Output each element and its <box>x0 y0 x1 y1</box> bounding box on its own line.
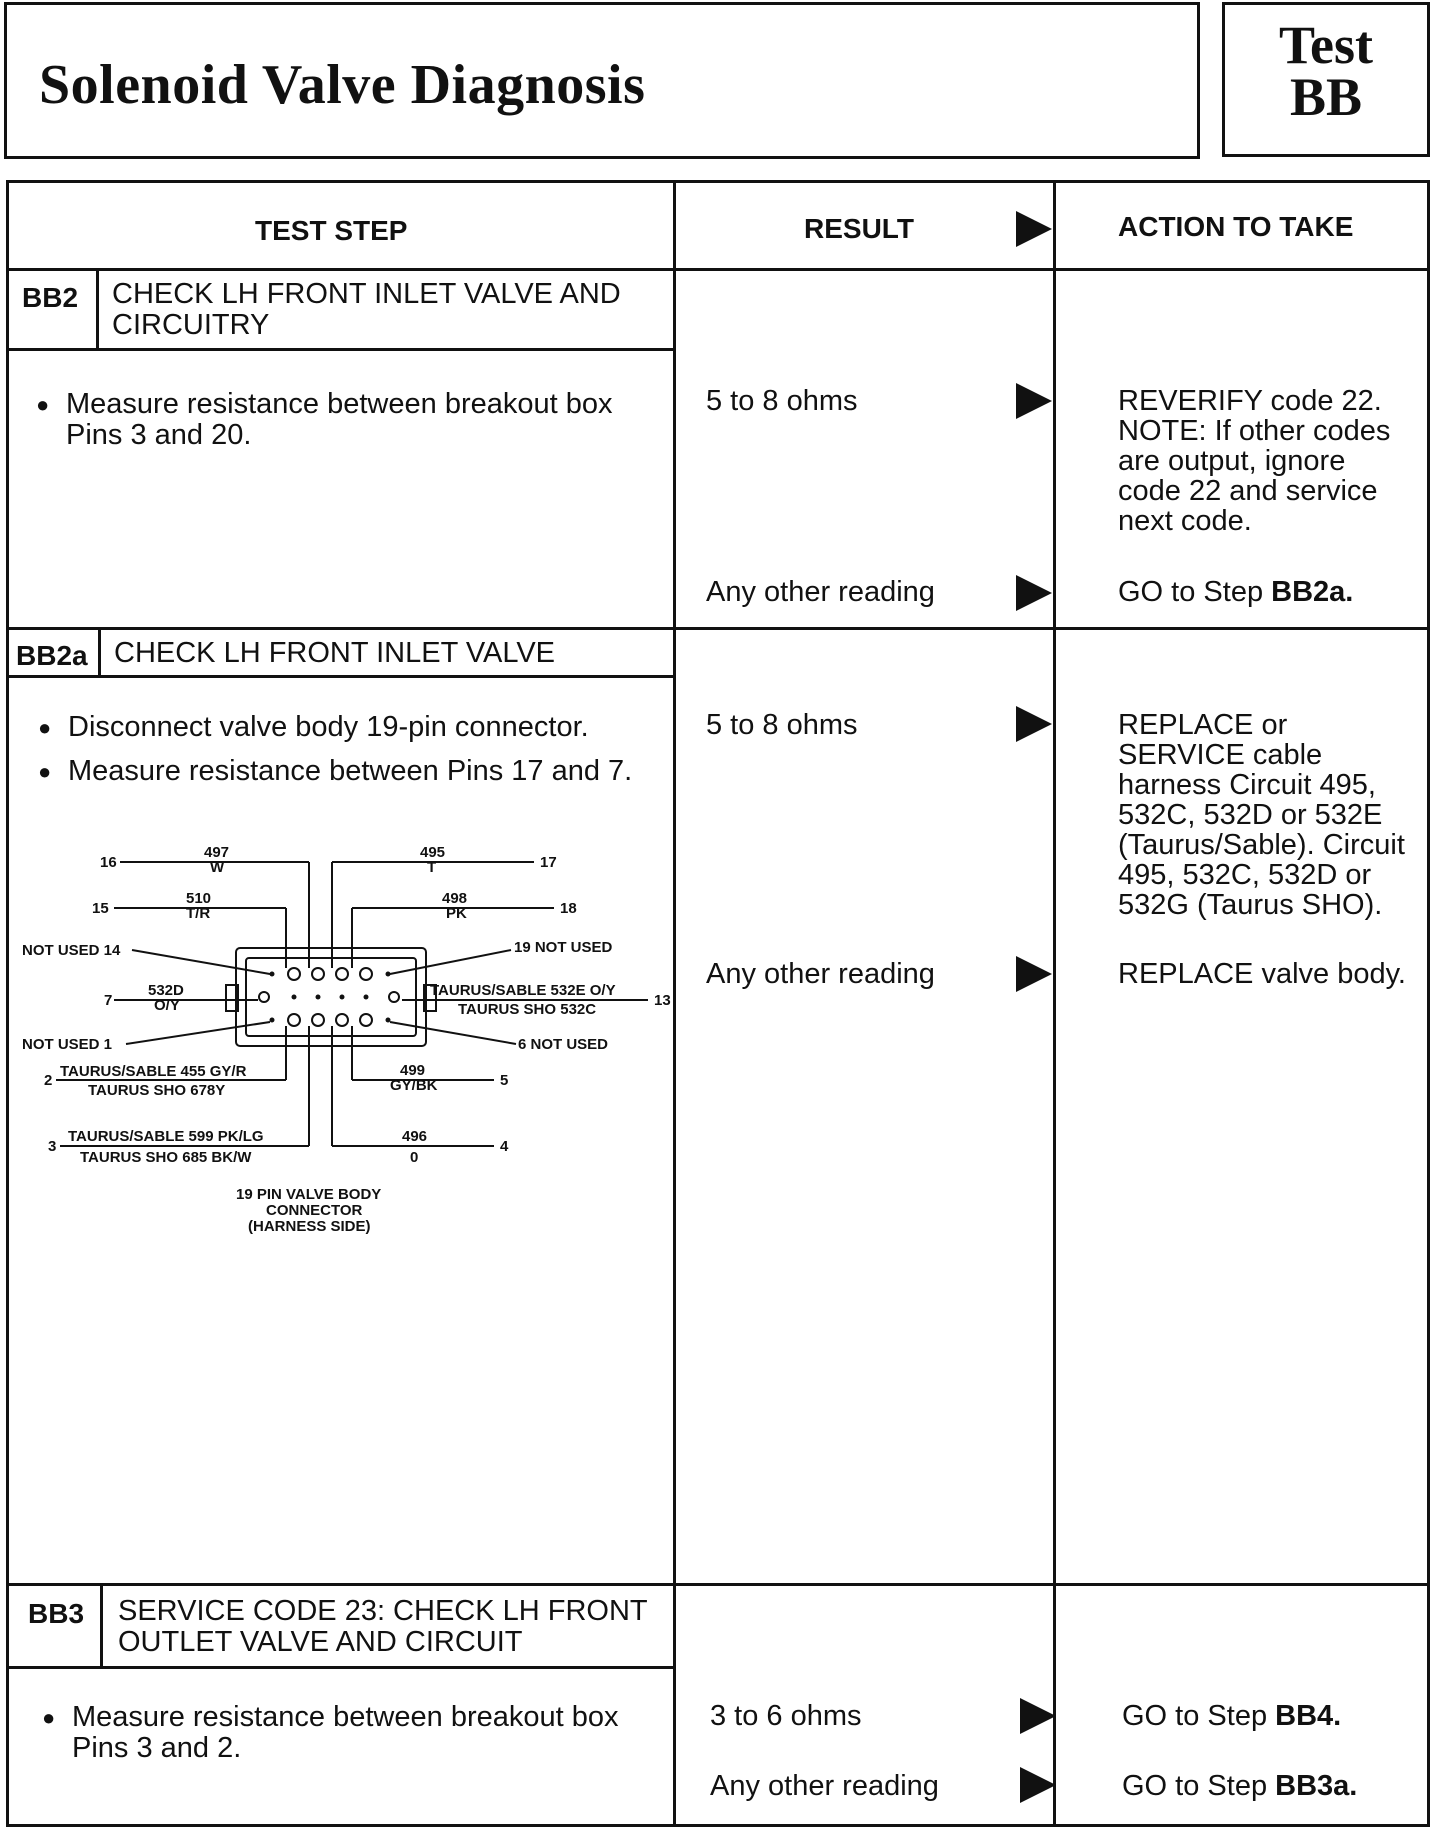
step-id-bb3: BB3 <box>28 1598 85 1629</box>
result-bb3-1: 3 to 6 ohms <box>710 1700 862 1732</box>
step-title-underline <box>6 1666 676 1669</box>
color-label: T/R <box>186 905 211 922</box>
header-divider <box>6 268 1430 271</box>
pin <box>336 968 348 980</box>
result-bb2a-1: 5 to 8 ohms <box>706 709 858 741</box>
pin <box>270 1018 275 1023</box>
circuit-label: 498 <box>442 890 468 907</box>
step-link: BB4. <box>1275 1700 1342 1732</box>
pin-label: 13 <box>654 992 671 1009</box>
pin <box>259 992 269 1002</box>
action-line: harness Circuit 495, <box>1118 769 1376 801</box>
pin-label: 5 <box>500 1072 509 1089</box>
action-line: (Taurus/Sable). Circuit <box>1118 829 1405 861</box>
pin-label: 18 <box>560 900 577 917</box>
circuit-label: 496 <box>402 1128 428 1145</box>
action-text: GO to Step <box>1122 1700 1276 1732</box>
circuit-label: 495 <box>420 844 446 861</box>
wire <box>390 950 511 974</box>
diagram-caption: (HARNESS SIDE) <box>248 1218 371 1235</box>
connector-diagram <box>14 840 674 1250</box>
arrow-icon <box>1016 575 1052 611</box>
arrow-icon <box>1016 706 1052 742</box>
result-bb3-2: Any other reading <box>710 1770 939 1802</box>
pin-label: 19 NOT USED <box>514 939 613 956</box>
step-id-divider <box>100 1583 103 1668</box>
action-bb2a-2: REPLACE valve body. <box>1118 958 1406 990</box>
circuit-label: 497 <box>204 844 230 861</box>
color-label: GY/BK <box>390 1077 438 1094</box>
step-title-underline <box>6 675 676 678</box>
action-line: 495, 532C, 532D or <box>1118 859 1372 891</box>
test-id-box <box>1222 2 1430 157</box>
row-divider-bb2 <box>6 627 1430 630</box>
pin <box>288 968 300 980</box>
test-label: Test <box>1278 15 1374 75</box>
pin <box>360 1014 372 1026</box>
header-result: RESULT <box>804 213 914 244</box>
step-id-bb2a: BB2a <box>16 640 88 671</box>
pin <box>288 1014 300 1026</box>
action-text: GO to Step <box>1122 1770 1276 1802</box>
instruction-bb2a-1: ● Disconnect valve body 19-pin connector. <box>68 712 589 743</box>
pin-label: NOT USED 1 <box>22 1036 113 1053</box>
pin <box>389 992 399 1002</box>
pin-label: 3 <box>48 1138 57 1155</box>
color-label: W <box>210 859 225 876</box>
pin <box>270 972 275 977</box>
pin <box>316 995 321 1000</box>
color-label: T <box>427 859 437 876</box>
pin <box>292 995 297 1000</box>
instruction-bb2-1: ● Measure resistance between breakout box Pins 3 and 20. <box>66 389 646 451</box>
title-box <box>4 2 1200 159</box>
circuit-label: 510 <box>186 890 212 907</box>
action-bb2-2 <box>1118 577 1353 607</box>
action-line: SERVICE cable <box>1118 739 1323 771</box>
step-id-divider <box>96 268 99 350</box>
pin-label: 16 <box>100 854 117 871</box>
circuit-label: TAURUS/SABLE 455 GY/R <box>60 1063 247 1080</box>
step-id-divider <box>98 627 101 677</box>
pin <box>312 1014 324 1026</box>
action-bb2-1 <box>1118 386 1390 536</box>
circuit-label: TAURUS/SABLE 532E O/Y <box>430 982 616 999</box>
arrow-icon <box>1020 1767 1056 1803</box>
step-title-bb2a: CHECK LH FRONT INLET VALVE <box>114 637 556 669</box>
action-bb3-2 <box>1122 1771 1357 1801</box>
step-id-bb2: BB2 <box>22 282 79 313</box>
action-line: are output, ignore <box>1118 445 1346 477</box>
arrow-icon <box>1016 956 1052 992</box>
pin-label: 6 NOT USED <box>518 1036 609 1053</box>
color-label: 0 <box>410 1149 419 1166</box>
result-bb2-1: 5 to 8 ohms <box>706 385 858 417</box>
step-title-bb2: CHECK LH FRONT INLET VALVE AND CIRCUITRY <box>112 278 621 341</box>
action-bb3-1 <box>1122 1701 1341 1731</box>
pin-label: 2 <box>44 1072 53 1089</box>
circuit-label: TAURUS SHO 678Y <box>88 1082 226 1099</box>
header-action: ACTION TO TAKE <box>1118 211 1354 242</box>
circuit-label: TAURUS/SABLE 599 PK/LG <box>68 1128 264 1145</box>
test-id: BB <box>1289 67 1363 127</box>
pin-label: 4 <box>500 1138 509 1155</box>
header-arrow-icon <box>1016 211 1052 247</box>
col-divider-2 <box>1053 180 1056 1827</box>
action-line: REPLACE or <box>1118 709 1288 741</box>
action-line: 532G (Taurus SHO). <box>1118 889 1383 921</box>
instruction-bb2a-2: ● Measure resistance between Pins 17 and 7. <box>68 756 632 787</box>
diagram-caption: 19 PIN VALVE BODY <box>236 1186 382 1203</box>
wire <box>132 950 270 974</box>
result-bb2-2: Any other reading <box>706 576 935 608</box>
pin <box>364 995 369 1000</box>
pin <box>386 1018 391 1023</box>
color-label: PK <box>446 905 467 922</box>
pin-label: 17 <box>540 854 557 871</box>
diagram-caption: CONNECTOR <box>266 1202 363 1219</box>
circuit-label: TAURUS SHO 685 BK/W <box>80 1149 252 1166</box>
color-label: O/Y <box>154 997 180 1014</box>
header-test-step: TEST STEP <box>255 215 408 246</box>
step-link: BB3a. <box>1275 1770 1358 1802</box>
row-divider-bb2a <box>6 1583 1430 1586</box>
pin <box>340 995 345 1000</box>
arrow-icon <box>1016 383 1052 419</box>
action-line: NOTE: If other codes <box>1118 415 1391 447</box>
instruction-bb3-1: ● Measure resistance between breakout box Pins 3 and 2. <box>72 1702 652 1764</box>
wire <box>126 1022 270 1044</box>
circuit-label: TAURUS SHO 532C <box>458 1001 597 1018</box>
action-line: next code. <box>1118 505 1252 537</box>
action-line: code 22 and service <box>1118 475 1378 507</box>
pin <box>360 968 372 980</box>
arrow-icon <box>1020 1698 1056 1734</box>
connector-inner <box>246 958 416 1036</box>
result-bb2a-2: Any other reading <box>706 958 935 990</box>
step-title-bb3: SERVICE CODE 23: CHECK LH FRONT OUTLET VALVE AND CIRCUIT <box>118 1595 648 1658</box>
step-title-underline <box>6 348 676 351</box>
circuit-label: 499 <box>400 1062 426 1079</box>
pin-label: NOT USED 14 <box>22 942 121 959</box>
pin-label: 7 <box>104 992 113 1009</box>
pin <box>312 968 324 980</box>
circuit-label: 532D <box>148 982 184 999</box>
page-title: Solenoid Valve Diagnosis <box>39 54 646 116</box>
pin <box>336 1014 348 1026</box>
step-link: BB2a. <box>1271 576 1354 608</box>
pin <box>386 972 391 977</box>
action-line: 532C, 532D or 532E <box>1118 799 1383 831</box>
action-line: REVERIFY code 22. <box>1118 385 1382 417</box>
pin-label: 15 <box>92 900 109 917</box>
wire <box>390 1022 516 1044</box>
action-text: GO to Step <box>1118 576 1272 608</box>
action-bb2a-1 <box>1118 710 1405 920</box>
